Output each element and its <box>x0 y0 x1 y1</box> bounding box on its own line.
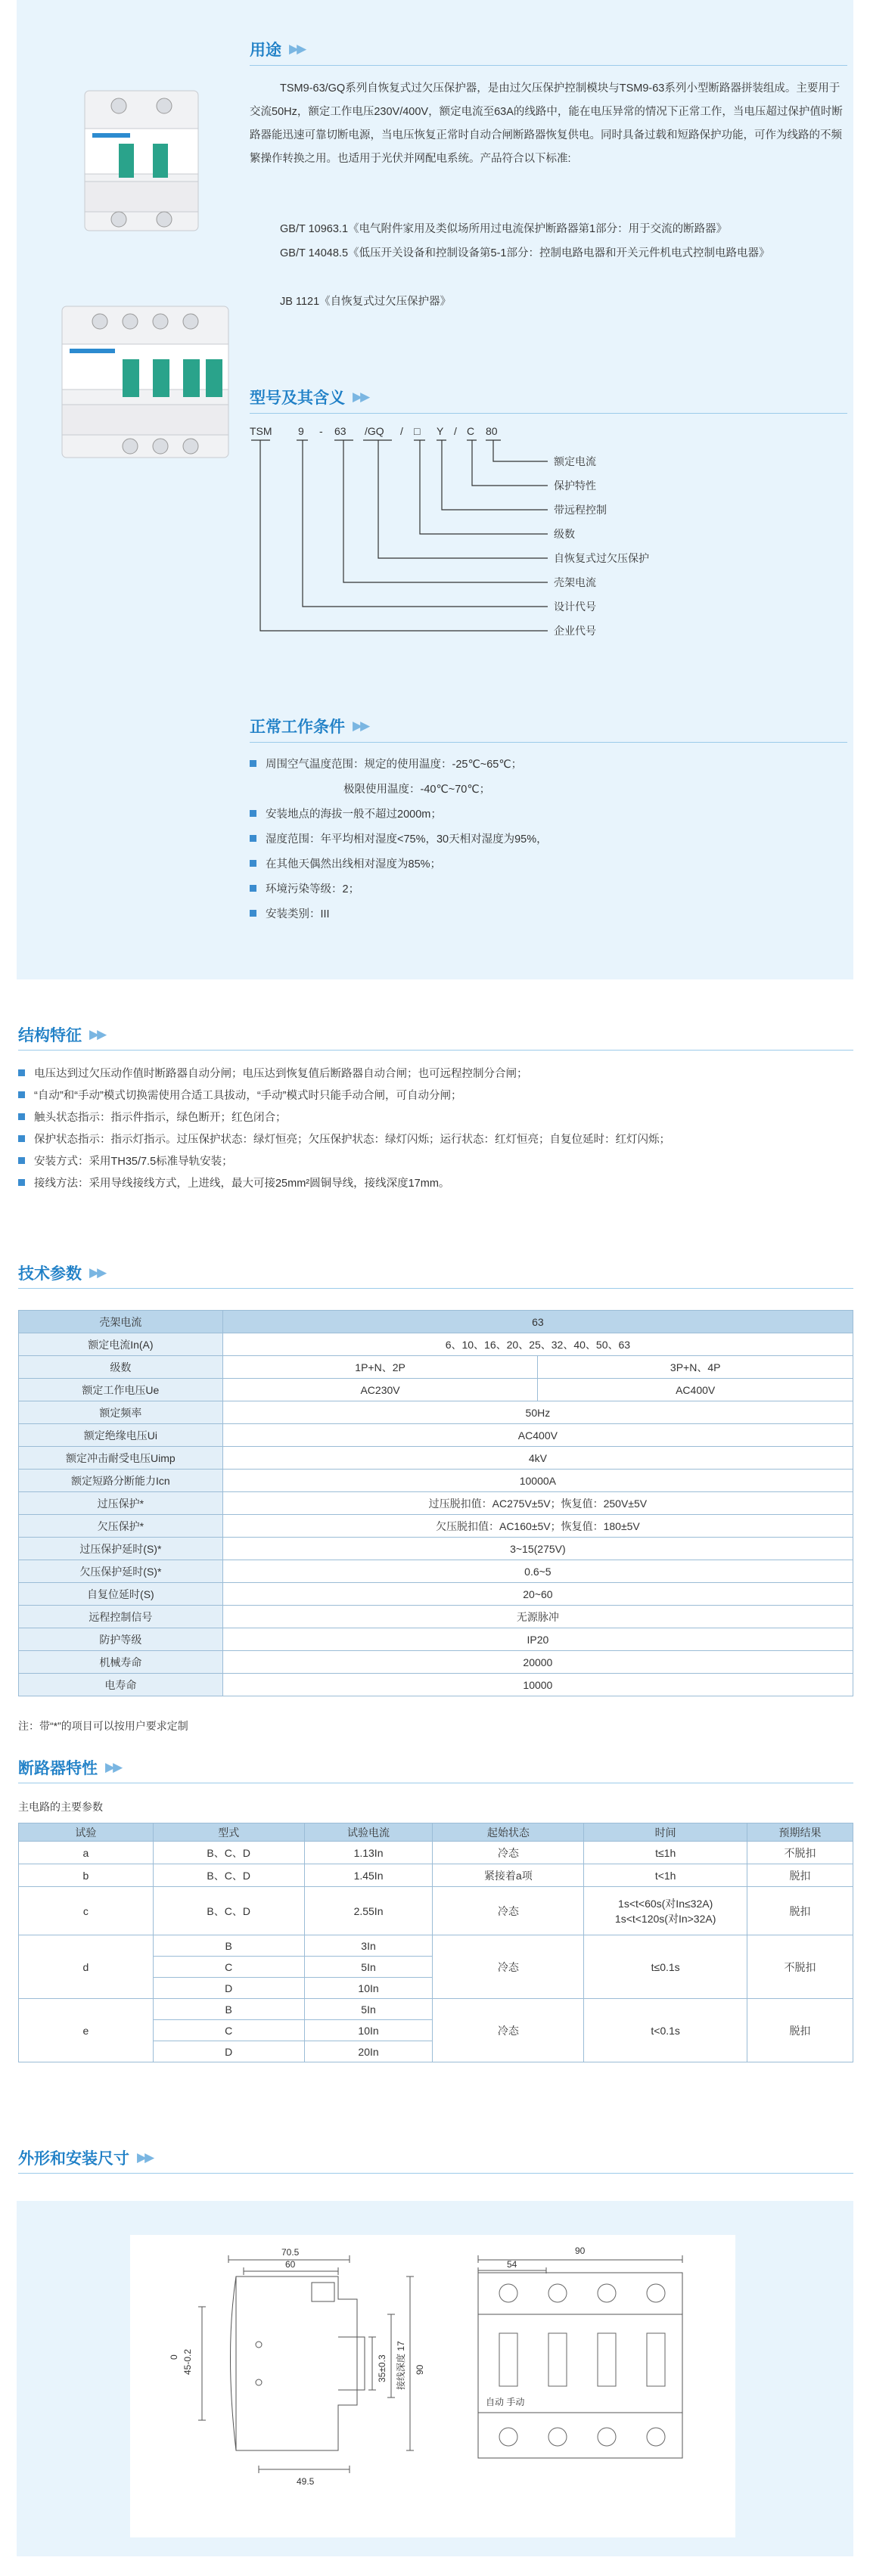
code-part: /GQ <box>365 425 384 437</box>
cell: 3~15(275V) <box>222 1538 853 1560</box>
divider <box>18 1050 853 1051</box>
bullet-icon <box>250 760 256 767</box>
cell: 0.6~5 <box>222 1560 853 1583</box>
cell <box>584 1887 747 1935</box>
cell: 紧接着a项 <box>433 1864 584 1887</box>
header-cell: 时间 <box>584 1823 747 1842</box>
tech-table <box>18 1310 853 1696</box>
dim-label: 90 <box>415 2364 425 2375</box>
model-diagram <box>244 420 773 654</box>
condition-item: 极限使用温度：-40℃~70℃； <box>343 784 491 796</box>
structure-item: 电压达到过欠压动作值时断路器自动分闸；电压达到恢复值后断路器自动合闸；也可远程控制分合闸； <box>18 1065 528 1081</box>
cell: 冷态 <box>433 1842 584 1864</box>
cell: IP20 <box>222 1628 853 1651</box>
breaker-subtitle: 主电路的主要参数 <box>18 1801 103 1813</box>
table-row <box>19 1674 853 1696</box>
bullet-icon <box>250 810 256 817</box>
cell: 50Hz <box>222 1401 853 1424</box>
structure-item: 触头状态指示：指示件指示，绿色断开；红色闭合； <box>18 1109 287 1125</box>
bullet-icon <box>18 1113 25 1120</box>
dim-label: 49.5 <box>297 2476 315 2487</box>
structure-item: 接线方法：采用导线接线方式，上进线，最大可接25mm²圆铜导线，接线深度17mm。 <box>18 1175 449 1190</box>
dimension-title: 外形和安装尺寸 ▶▶ <box>18 2150 153 2168</box>
breaker-4p-image <box>54 299 236 465</box>
cell: D <box>153 2041 304 2062</box>
condition-item: 环境污染等级：2； <box>250 877 359 902</box>
cell: 1P+N、2P <box>222 1356 538 1379</box>
cell: 1.45In <box>304 1864 433 1887</box>
dim-label: 70.5 <box>281 2247 300 2258</box>
cell: t≤0.1s <box>584 1935 747 1999</box>
table-row <box>19 1560 853 1583</box>
cell: 机械寿命 <box>19 1651 223 1674</box>
table-row <box>19 1379 853 1401</box>
cell: 过压保护延时(S)* <box>19 1538 223 1560</box>
breaker-2p-image <box>77 83 206 234</box>
table-row <box>19 1492 853 1515</box>
code-part: / <box>454 425 457 437</box>
code-part: - <box>319 425 323 437</box>
cell: AC400V <box>222 1424 853 1447</box>
cell: 6、10、16、20、25、32、40、50、63 <box>222 1333 853 1356</box>
time-line: 1s<t<60s(对In≤32A) <box>618 1897 713 1910</box>
model-label: 壳架电流 <box>554 576 596 588</box>
table-row <box>19 1424 853 1447</box>
bullet-icon <box>18 1179 25 1186</box>
structure-item: 保护状态指示：指示灯指示。过压保护状态：绿灯恒亮；欠压保护状态：绿灯闪烁；运行状态：红灯恒亮；自复位延时：红灯闪烁； <box>18 1131 670 1147</box>
cell: d <box>19 1935 154 1999</box>
table-row <box>19 1999 853 2020</box>
cell: a <box>19 1842 154 1864</box>
model-label: 保护特性 <box>554 480 596 492</box>
cell: 3In <box>304 1935 433 1957</box>
cell: t<1h <box>584 1864 747 1887</box>
bullet-icon <box>18 1157 25 1164</box>
dim-label: 60 <box>285 2259 296 2270</box>
code-part: C <box>467 425 475 437</box>
table-row <box>19 1583 853 1606</box>
bullet-icon <box>250 835 256 842</box>
dimension-drawing <box>17 2201 853 2556</box>
usage-description: TSM9-63/GQ系列自恢复式过欠压保护器，是由过欠压保护控制模块与TSM9-63系列小型断路器拼装组成。主要用于交流50Hz，额定工作电压230V/400V，额定电流至63A的线路中，能在电压异常的情况下正常工作，当电压超过保护值时断路器能迅速可靠切断电源，当电压恢复正常时自动合闸断路器恢复供电。同时具备过载和短路保护功能，可作为线路的不频繁操作转换之用。也适用于光伏并网配电系统。产品符合以下标准: <box>250 82 843 165</box>
standard-1: GB/T 10963.1《电气附件家用及类似场所用过电流保护断路器第1部分：用于交流的断路器》 <box>280 223 728 235</box>
cell: t≤1h <box>584 1842 747 1864</box>
table-row <box>19 1333 853 1356</box>
cell: 20In <box>304 2041 433 2062</box>
cell: B、C、D <box>153 1887 304 1935</box>
code-part: 63 <box>334 425 346 437</box>
chevron-right-icon: ▶▶ <box>353 718 368 733</box>
code-part: / <box>400 425 403 437</box>
model-label: 额定电流 <box>554 455 596 467</box>
header-cell: 试验 <box>19 1823 154 1842</box>
code-part: Y <box>437 425 444 437</box>
cell: C <box>153 1957 304 1978</box>
cell: 5In <box>304 1957 433 1978</box>
table-row <box>19 1864 853 1887</box>
usage-title: 用途 ▶▶ <box>250 42 305 59</box>
cell: AC400V <box>538 1379 853 1401</box>
dim-label: 接线深度 17 <box>396 2341 406 2390</box>
cell: 防护等级 <box>19 1628 223 1651</box>
cell: 欠压保护延时(S)* <box>19 1560 223 1583</box>
cell: B、C、D <box>153 1842 304 1864</box>
table-row <box>19 1311 853 1333</box>
table-row <box>19 1515 853 1538</box>
cell: 不脱扣 <box>747 1842 853 1864</box>
table-row <box>19 1628 853 1651</box>
table-row <box>19 1470 853 1492</box>
cell: 电寿命 <box>19 1674 223 1696</box>
breaker-table <box>18 1823 853 2062</box>
cell: D <box>153 1978 304 1999</box>
cell: 10000 <box>222 1674 853 1696</box>
structure-item: “自动”和“手动”模式切换需使用合适工具拔动，“手动”模式时只能手动合闸，可自动分闸； <box>18 1087 461 1103</box>
header-cell: 起始状态 <box>433 1823 584 1842</box>
model-title: 型号及其含义 ▶▶ <box>250 390 368 407</box>
bullet-icon <box>18 1069 25 1076</box>
model-label: 自恢复式过欠压保护 <box>554 552 649 564</box>
tech-title: 技术参数 ▶▶ <box>18 1265 105 1283</box>
cell: 3P+N、4P <box>538 1356 853 1379</box>
chevron-right-icon: ▶▶ <box>353 390 368 404</box>
table-row <box>19 1538 853 1560</box>
cell: 1.13In <box>304 1842 433 1864</box>
standard-2: GB/T 14048.5《低压开关设备和控制设备第5-1部分：控制电路电器和开关元件机电式控制电路电器》 <box>280 247 770 259</box>
table-row <box>19 1356 853 1379</box>
code-part: 80 <box>486 425 498 437</box>
model-label: 企业代号 <box>554 625 596 637</box>
condition-item: 安装地点的海拔一般不超过2000m； <box>250 802 442 827</box>
breaker-title: 断路器特性 ▶▶ <box>18 1760 121 1777</box>
cell: 欠压保护* <box>19 1515 223 1538</box>
cell: 欠压脱扣值：AC160±5V；恢复值：180±5V <box>222 1515 853 1538</box>
code-part: □ <box>414 425 421 437</box>
table-row <box>19 1606 853 1628</box>
table-row <box>19 1447 853 1470</box>
conditions-title: 正常工作条件 ▶▶ <box>250 718 368 736</box>
header-cell: 预期结果 <box>747 1823 853 1842</box>
cell: 10In <box>304 1978 433 1999</box>
cell: 额定工作电压Ue <box>19 1379 223 1401</box>
cell: 无源脉冲 <box>222 1606 853 1628</box>
cell: B <box>153 1935 304 1957</box>
cell: 级数 <box>19 1356 223 1379</box>
condition-item: 安装类别：III <box>250 902 330 927</box>
dimension-panel <box>17 2201 853 2556</box>
cell: 额定电流In(A) <box>19 1333 223 1356</box>
cell: 不脱扣 <box>747 1935 853 1999</box>
cell: 额定频率 <box>19 1401 223 1424</box>
cell: 过压脱扣值：AC275V±5V；恢复值：250V±5V <box>222 1492 853 1515</box>
cell: 额定短路分断能力Icn <box>19 1470 223 1492</box>
cell: 冷态 <box>433 1887 584 1935</box>
cell: 过压保护* <box>19 1492 223 1515</box>
cell: 4kV <box>222 1447 853 1470</box>
table-row <box>19 1887 853 1935</box>
dim-label: 54 <box>507 2259 517 2270</box>
table-row <box>19 1651 853 1674</box>
cell: 自复位延时(S) <box>19 1583 223 1606</box>
cell: e <box>19 1999 154 2062</box>
cell: 5In <box>304 1999 433 2020</box>
cell: 20~60 <box>222 1583 853 1606</box>
cell: 20000 <box>222 1651 853 1674</box>
structure-item: 安装方式：采用TH35/7.5标准导轨安装； <box>18 1153 233 1169</box>
chevron-right-icon: ▶▶ <box>89 1265 105 1280</box>
chevron-right-icon: ▶▶ <box>105 1760 121 1774</box>
dim-label: 90 <box>575 2245 586 2256</box>
cell: 10000A <box>222 1470 853 1492</box>
divider <box>18 1288 853 1289</box>
cell: AC230V <box>222 1379 538 1401</box>
header-cell: 型式 <box>153 1823 304 1842</box>
condition-item: 周围空气温度范围：规定的使用温度：-25℃~65℃； <box>250 753 522 777</box>
top-panel <box>17 0 853 979</box>
table-row <box>19 1842 853 1864</box>
table-row <box>19 1401 853 1424</box>
cell: 脱扣 <box>747 1864 853 1887</box>
model-label: 带远程控制 <box>554 504 607 516</box>
dim-label: 35±0.3 <box>377 2354 387 2382</box>
cell: 脱扣 <box>747 1887 853 1935</box>
divider <box>250 65 847 66</box>
bullet-icon <box>18 1135 25 1142</box>
cell: B、C、D <box>153 1864 304 1887</box>
table-row <box>19 1935 853 1957</box>
divider <box>250 413 847 414</box>
standard-3: JB 1121《自恢复式过欠压保护器》 <box>280 296 452 308</box>
condition-item: 在其他天偶然出线相对湿度为85%； <box>250 852 441 877</box>
cell: c <box>19 1887 154 1935</box>
cell: 冷态 <box>433 1999 584 2062</box>
dim-label: 45-0.2 <box>182 2348 193 2375</box>
cell: 远程控制信号 <box>19 1606 223 1628</box>
cell: B <box>153 1999 304 2020</box>
cell: b <box>19 1864 154 1887</box>
dim-label: 0 <box>169 2354 179 2360</box>
chevron-right-icon: ▶▶ <box>89 1027 105 1041</box>
cell: 10In <box>304 2020 433 2041</box>
header-cell: 试验电流 <box>304 1823 433 1842</box>
model-label: 级数 <box>554 528 575 540</box>
bullet-icon <box>250 885 256 892</box>
bullet-icon <box>250 910 256 917</box>
divider <box>250 742 847 743</box>
cell: C <box>153 2020 304 2041</box>
cell: 脱扣 <box>747 1999 853 2062</box>
cell: 63 <box>222 1311 853 1333</box>
structure-title: 结构特征 ▶▶ <box>18 1027 105 1044</box>
dim-label: 自动 手动 <box>486 2397 525 2407</box>
cell: 2.55In <box>304 1887 433 1935</box>
chevron-right-icon: ▶▶ <box>137 2150 153 2165</box>
bullet-icon <box>250 860 256 867</box>
cell: 额定冲击耐受电压Uimp <box>19 1447 223 1470</box>
chevron-right-icon: ▶▶ <box>289 42 305 56</box>
cell: t<0.1s <box>584 1999 747 2062</box>
condition-item: 湿度范围：年平均相对湿度<75%，30天相对湿度为95%， <box>250 827 548 852</box>
cell: 冷态 <box>433 1935 584 1999</box>
code-part: 9 <box>298 425 304 437</box>
time-line: 1s<t<120s(对In>32A) <box>614 1912 716 1925</box>
cell: 额定绝缘电压Ui <box>19 1424 223 1447</box>
divider <box>18 2173 853 2174</box>
bullet-icon <box>18 1091 25 1098</box>
cell: 壳架电流 <box>19 1311 223 1333</box>
code-part: TSM <box>250 425 272 437</box>
model-label: 设计代号 <box>554 601 596 613</box>
tech-note: 注：带“*”的项目可以按用户要求定制 <box>18 1720 188 1732</box>
